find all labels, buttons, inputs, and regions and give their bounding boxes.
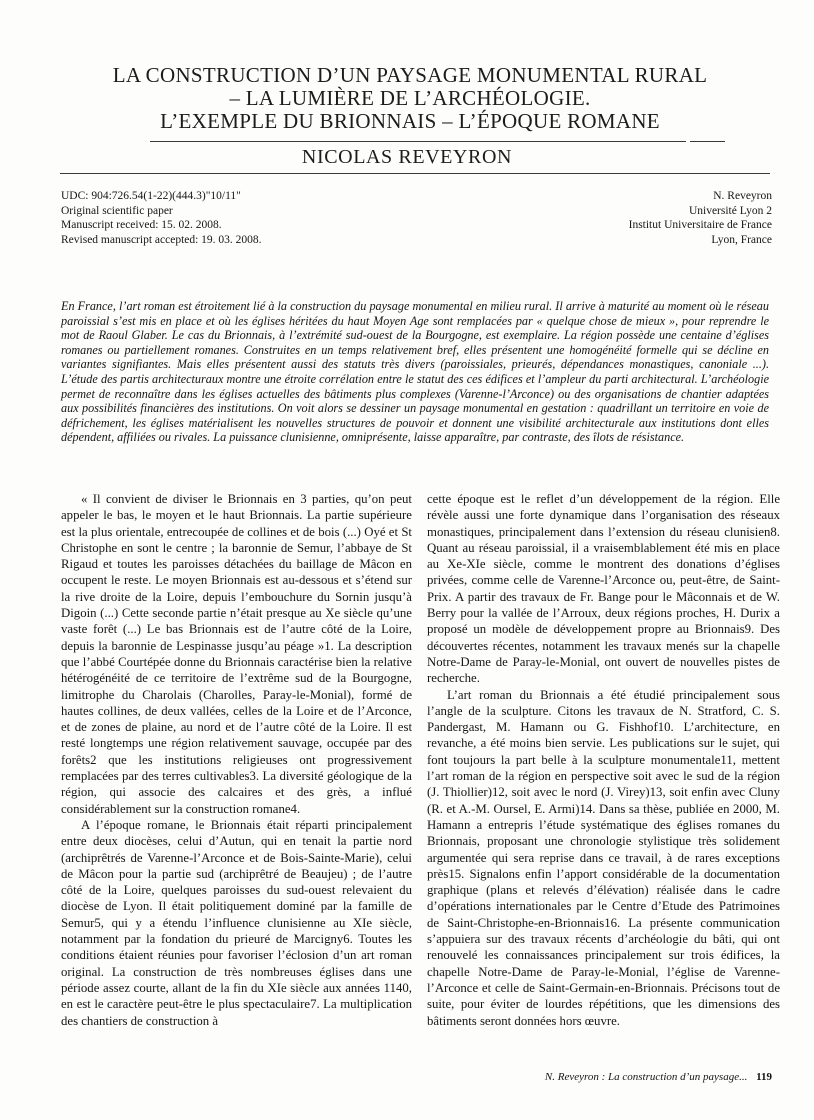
paragraph: cette époque est le reflet d’un développement de la région. Elle révèle aussi une forte dynamique dans l’organisation des réseaux monastiques, principalement dans l’extension du réseau clunisien8. Quant au réseau paroissial, il a vraisemblablement été mis en place au Xe-XIe siècle, comme le montrent des donations d’églises privées, comme celle de Varenne-l’Arconce ou, peut-être, de Saint-Prix. A partir des travaux de Fr. Bange pour le Mâconnais et de W. Berry pour la vallée de l’Arroux, deux régions proches, H. Durix a proposé un modèle de développement propre au Brionnais9. Des découvertes récentes, notamment les travaux menés sur la chapelle Notre-Dame de Paray-le-Monial, ont ouvert de nouvelles pistes de recherche.	[427, 492, 780, 686]
paragraph: « Il convient de diviser le Brionnais en 3 parties, qu’on peut appeler le bas, le moyen et le haut Brionnais. La partie supérieure est la plus orientale, entrecoupée de collines et de bois (...) Oyé et St Christophe en sont le centre ; la baronnie de Semur, l’abbaye de St Rigaud et toutes les paroisses détachées du baillage de Mâcon en occupent le reste. Le moyen Brionnais est au-dessous et s’étend sur la rive droite de la Loire, depuis l’embouchure du Sornin jusqu’à Digoin (...) Cette seconde partie n’était presque au Xe siècle qu’une vaste forêt (...) Le bas Brionnais est de l’autre côté de la Loire, depuis la baronnie de Lespinasse jusqu’au péage »1. La description que l’abbé Courtépée donne du Brionnais caractérise bien la relative hétérogénéité de ce territoire de l’extrême sud de la Bourgogne, limitrophe du Charolais (Charolles, Paray-le-Monial), formé de hautes collines, de deux vallées, celles de la Loire et de l’Arconce, et de zones de plaine, au nord et de l’autre côté de la Loire. Il est resté longtemps une région relativement sauvage, occupée par des forêts2 que les institutions religieuses ont progressivement remplacées par des terres cultivables3. La diversité géologique de la région, qui associe des calcaires et des grès, a influé considérablement sur la construction romane4.	[61, 492, 412, 816]
title-rule-short-left	[150, 141, 686, 142]
affiliation-university: Université Lyon 2	[688, 204, 772, 217]
author-affiliation	[629, 189, 772, 247]
abstract: En France, l’art roman est étroitement lié à la construction du paysage monumental en milieu rural. Il arrive à maturité au moment où le réseau paroissial s’est mis en place et où les églises héritées du haut Moyen Age sont remplacées par « quelque chose de mieux », pour reprendre le mot de Raoul Glaber. Le cas du Brionnais, à l’extrémité sud-ouest de la Bourgogne, est exemplaire. La région possède une centaine d’églises romanes ou partiellement romanes. Construites en un temps relativement bref, elles présentent une homogénéité formelle qui se décline en variantes signifiantes. Mais elles présentent aussi des statuts très divers (paroissiales, prieurés, dépendances monastiques, canoniale ...). L’étude des partis architecturaux montre une étroite corrélation entre le statut des ces édifices et l’ampleur du parti architectural. L’archéologie permet de reconnaître dans les églises actuelles des bâtiments plus complexes (Varenne-l’Arconce) ou des organisations de chantier adaptées aux possibilités financières des institutions. On voit alors se dessiner un paysage monumental en gestation : quadrillant un territoire en voie de défrichement, les églises matérialisent les nouvelles structures de pouvoir et donnent une visibilité architecturale aux institutions dont elles dépendent, affiliées ou rivales. La puissance clunisienne, omniprésente, laisse apparaître, par contraste, des îlots de résistance.	[61, 299, 769, 445]
running-title: N. Reveyron : La construction d’un paysage...	[544, 1071, 748, 1083]
paragraph: A l’époque romane, le Brionnais était réparti principalement entre deux diocèses, celui d’Autun, qui en tenait la partie nord (archiprêtrés de Varenne-l’Arconce et de Bois-Sainte-Marie), celui de Mâcon pour la partie sud (archiprêtré de Beaujeu) ; de l’autre côté de la Loire, quelques paroisses du sud-ouest relevaient du diocèse de Lyon. Il était politiquement dominé par la famille de Semur5, qui y a étendu l’influence clunisienne au XIe siècle, notamment par la fondation du prieuré de Marcigny6. Toutes les conditions étaient réunies pour favoriser l’éclosion d’un art roman original. La construction de très nombreuses églises dans une période assez courte, allant de la fin du XIe siècle aux années 1140, en est le caractère peut-être le plus spectaculaire7. La multiplication des chantiers de construction à	[61, 817, 412, 1028]
title-rule-short-right	[690, 141, 725, 142]
title-line-3: L’EXEMPLE DU BRIONNAIS – L’ÉPOQUE ROMANE	[160, 109, 660, 133]
article-title	[60, 64, 760, 133]
affiliation-name: N. Reveyron	[713, 190, 772, 202]
paper-type: Original scientific paper	[61, 204, 173, 217]
article-metadata	[61, 189, 262, 247]
affiliation-city: Lyon, France	[711, 233, 772, 246]
body-column-right	[427, 491, 780, 1029]
author-rule	[60, 173, 770, 174]
received-date: Manuscript received: 15. 02. 2008.	[61, 219, 222, 231]
page-footer	[545, 1071, 772, 1083]
affiliation-institute: Institut Universitaire de France	[628, 219, 772, 231]
body-column-left	[61, 491, 412, 1029]
author-name: NICOLAS REVEYRON	[301, 146, 513, 168]
title-line-1: LA CONSTRUCTION D’UN PAYSAGE MONUMENTAL RURAL	[112, 63, 708, 87]
udc-code: UDC: 904:726.54(1-22)(444.3)"10/11"	[61, 190, 241, 202]
page-number: 119	[756, 1071, 772, 1083]
accepted-date: Revised manuscript accepted: 19. 03. 2008.	[61, 233, 262, 246]
title-line-2: – LA LUMIÈRE DE L’ARCHÉOLOGIE.	[229, 86, 591, 110]
paragraph: L’art roman du Brionnais a été étudié principalement sous l’angle de la sculpture. Citons les travaux de N. Stratford, C. S. Pandergast, M. Hamann ou G. Fishhof10. L’architecture, en revanche, a été moins bien servie. Les publications sur le sujet, qui font toujours la part belle à la sculpture monumentale11, mettent l’art roman de la région en perspective soit avec le sud de la région (J. Thiollier)12, soit avec le nord (J. Virey)13, soit enfin avec Cluny (R. et A.-M. Oursel, E. Armi)14. Dans sa thèse, publiée en 2000, M. Hamann a entrepris l’étude systématique des églises romanes du Brionnais, proposant une chronologie stylistique très solidement argumentée qui sera reprise dans ce travail, à de rares exceptions près15. Signalons enfin l’apport considérable de la documentation graphique (plans et relevés d’élévation) réalisée dans le cadre d’opérations internationales par le Centre d’Etude des Patrimoines de Saint-Christophe-en-Brionnais16. La présente communication s’appuiera sur des travaux récents d’archéologie du bâti, qui ont renouvelé les connaissances principalement sur trois édifices, la chapelle Notre-Dame de Paray-le-Monial, l’église de Varenne-l’Arconce et celle de Saint-Germain-en-Brionnais. Précisons tout de suite, pour éviter de lourdes répétitions, que les dimensions des bâtiments seront données hors œuvre.	[427, 687, 780, 1028]
